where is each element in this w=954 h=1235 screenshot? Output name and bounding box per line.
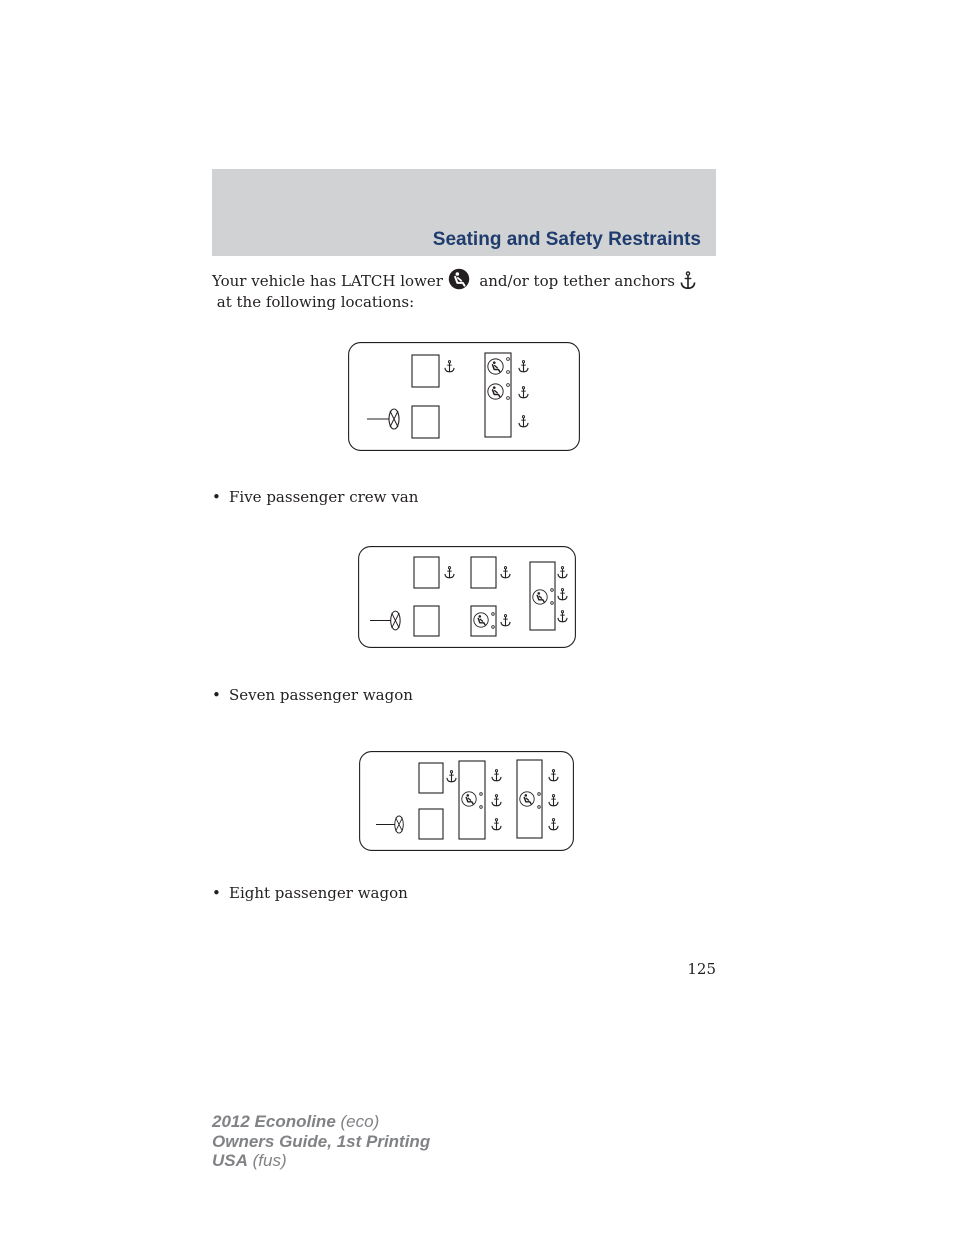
footer-edition: Owners Guide, 1st Printing — [212, 1131, 431, 1151]
front-seat-driver — [414, 606, 439, 636]
child-seat-latch-icon — [488, 359, 503, 374]
footer-model-code: (eco) — [340, 1112, 380, 1131]
front-seat-passenger — [419, 763, 443, 793]
anchor-icon — [680, 271, 696, 290]
footer-market-code: (fus) — [252, 1151, 287, 1170]
seating-diagram-eight-passenger — [359, 751, 574, 851]
footer-model: 2012 Econoline — [212, 1112, 336, 1131]
seating-diagram-crew-van — [348, 342, 580, 451]
vehicle-outline — [349, 343, 580, 451]
child-seat-latch-icon — [488, 384, 503, 399]
child-seat-latch-icon — [520, 792, 534, 806]
caption-text: Eight passenger wagon — [229, 884, 408, 902]
footer-line-2 — [212, 1132, 430, 1152]
footer-market: USA — [212, 1151, 248, 1170]
front-seat-driver — [419, 809, 443, 839]
intro-text-3: at the following locations: — [216, 293, 415, 311]
document-footer — [212, 1112, 430, 1171]
caption-text: Five passenger crew van — [229, 488, 419, 506]
child-seat-latch-icon — [462, 792, 476, 806]
section-title: Seating and Safety Restraints — [432, 229, 701, 250]
footer-line-1 — [212, 1112, 430, 1132]
child-seat-latch-icon — [474, 613, 488, 627]
child-seat-latch-icon — [448, 268, 470, 290]
intro-text-2: and/or top tether anchors — [479, 272, 675, 290]
seating-diagram-seven-passenger — [358, 546, 576, 648]
diagram-caption: • Seven passenger wagon — [212, 686, 413, 704]
page-number: 125 — [687, 960, 716, 978]
front-seat-driver — [412, 406, 439, 438]
caption-text: Seven passenger wagon — [229, 686, 413, 704]
diagram-caption: • Five passenger crew van — [212, 488, 419, 506]
footer-line-3 — [212, 1151, 430, 1171]
middle-seat-right — [471, 557, 496, 588]
child-seat-latch-icon — [533, 590, 547, 604]
diagram-caption: • Eight passenger wagon — [212, 884, 408, 902]
section-header-band — [212, 169, 716, 256]
front-seat-passenger — [412, 355, 439, 387]
intro-text-1: Your vehicle has LATCH lower — [212, 272, 443, 290]
intro-paragraph — [212, 268, 716, 313]
front-seat-passenger — [414, 557, 439, 588]
